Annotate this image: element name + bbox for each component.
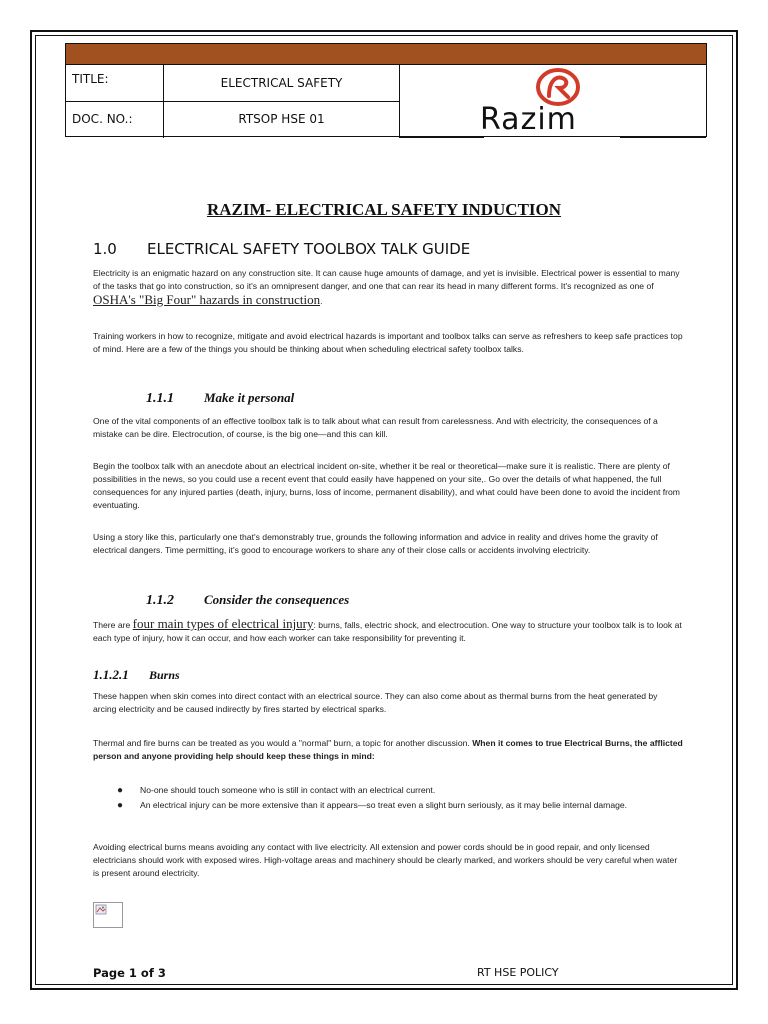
- subsection-heading-consequences: [146, 592, 349, 609]
- list-item-text: No-one should touch someone who is still in contact with an electrical current.: [140, 785, 436, 795]
- subsubsection-heading-burns: [93, 667, 180, 683]
- list-item: [117, 799, 677, 812]
- list-item: [117, 784, 677, 797]
- paragraph-components: One of the vital components of an effective toolbox talk is to talk about what can result from carelessness. And with electricity, the consequences of a mistake can be dire. Electrocution, of course, is the big one—and this can kill.: [93, 416, 658, 439]
- paragraph-anecdote: Begin the toolbox talk with an anecdote about an electrical incident on-site, whether it be real or theoretical—make sure it is realistic. There are plenty of possibilities in the news, so you could use a recent event that could easily have happened on your site,. Go over the details of what happened, the full consequences for any injured parties (death, injury, burns, loss of income, permanent disability), and what could have been done to avoid the incident from eventuating.: [93, 461, 680, 510]
- doc-number-label: DOC. NO.:: [66, 102, 164, 138]
- paragraph-text: : burns, falls, electric shock, and electrocution. One way to structure your toolbox talk is to look at each type of injury, how it can occur, and how each worker can take responsibility for preventing it.: [93, 620, 682, 643]
- subsection-number: 1.1.2.1: [93, 667, 129, 682]
- paragraph-thermal-burns: [93, 737, 683, 763]
- company-logo: [400, 64, 706, 138]
- paragraph-text: .: [320, 296, 323, 306]
- subsection-number: 1.1.2: [146, 593, 174, 608]
- subsection-number: 1.1.1: [146, 391, 174, 406]
- paragraph-text: There are: [93, 620, 133, 630]
- title-label: TITLE:: [66, 64, 164, 102]
- section-title: ELECTRICAL SAFETY TOOLBOX TALK GUIDE: [147, 240, 471, 258]
- injury-types-link[interactable]: four main types of electrical injury: [132, 616, 314, 631]
- header-accent-bar: [66, 44, 706, 65]
- subsection-title: Make it personal: [204, 390, 295, 405]
- page-number: Page 1 of 3: [93, 966, 166, 980]
- paragraph-intro: [93, 267, 683, 308]
- section-number: 1.0: [93, 240, 117, 258]
- list-item-text: An electrical injury can be more extensive than it appears—so treat even a slight burn seriously, as it may belie internal damage.: [140, 800, 628, 810]
- bullet-icon: ●: [117, 800, 124, 811]
- paragraph-bold-text: When it comes to true Electrical Burns, the afflicted person and anyone providing help should keep these things in mind:: [93, 738, 683, 761]
- broken-image-icon: [93, 902, 123, 928]
- paragraph-story: Using a story like this, particularly one that's demonstrably true, grounds the following information and advice in reality and drives home the gravity of electrical dangers. Time permitting, it's good to encourage workers to share any of their close calls or accidents involving electricity.: [93, 532, 658, 555]
- logo-underline-left: [400, 137, 484, 138]
- footer-policy: RT HSE POLICY: [477, 966, 559, 979]
- title-value: ELECTRICAL SAFETY: [164, 64, 400, 102]
- bullet-icon: ●: [117, 785, 124, 796]
- document-header-table: [65, 43, 707, 137]
- paragraph-text: Electricity is an enigmatic hazard on any construction site. It can cause huge amounts of damage, and yet is invisible. Electrical power is essential to many of the tasks that go into construction, so it's an omnipresent danger, and one that can rear its head in many different forms. It's recognized as one of: [93, 268, 680, 291]
- paragraph-burns: These happen when skin comes into direct contact with an electrical source. They can also come about as thermal burns from the heat generated by arcing electricity and be caused indirectly by fires started by electrical sparks.: [93, 691, 658, 714]
- subsection-title: Consider the consequences: [204, 592, 350, 607]
- paragraph-text: Thermal and fire burns can be treated as you would a "normal" burn, a topic for another discussion.: [93, 738, 473, 748]
- doc-number-value: RTSOP HSE 01: [164, 102, 400, 138]
- subsection-title: Burns: [149, 668, 180, 682]
- logo-wordmark: Razim: [480, 102, 577, 137]
- section-heading: [93, 240, 470, 258]
- paragraph-avoiding: Avoiding electrical burns means avoiding any contact with live electricity. All extension and power cords should be in good repair, and only licensed electricians should work with exposed wires. High-voltage areas and machinery should be clearly marked, and workers should be very careful when water is present around electricity.: [93, 842, 678, 878]
- osha-big-four-link[interactable]: OSHA's "Big Four" hazards in construction: [93, 292, 321, 307]
- paragraph-training: Training workers in how to recognize, mitigate and avoid electrical hazards is important and toolbox talks can serve as refreshers to keep safe practices top of mind. Here are a few of the things you should be thinking about when scheduling electrical safety toolbox talks.: [93, 331, 683, 354]
- paragraph-injury-types: [93, 617, 683, 645]
- page-title: RAZIM- ELECTRICAL SAFETY INDUCTION: [206, 200, 562, 219]
- logo-underline-right: [620, 137, 706, 138]
- subsection-heading-personal: [146, 390, 294, 407]
